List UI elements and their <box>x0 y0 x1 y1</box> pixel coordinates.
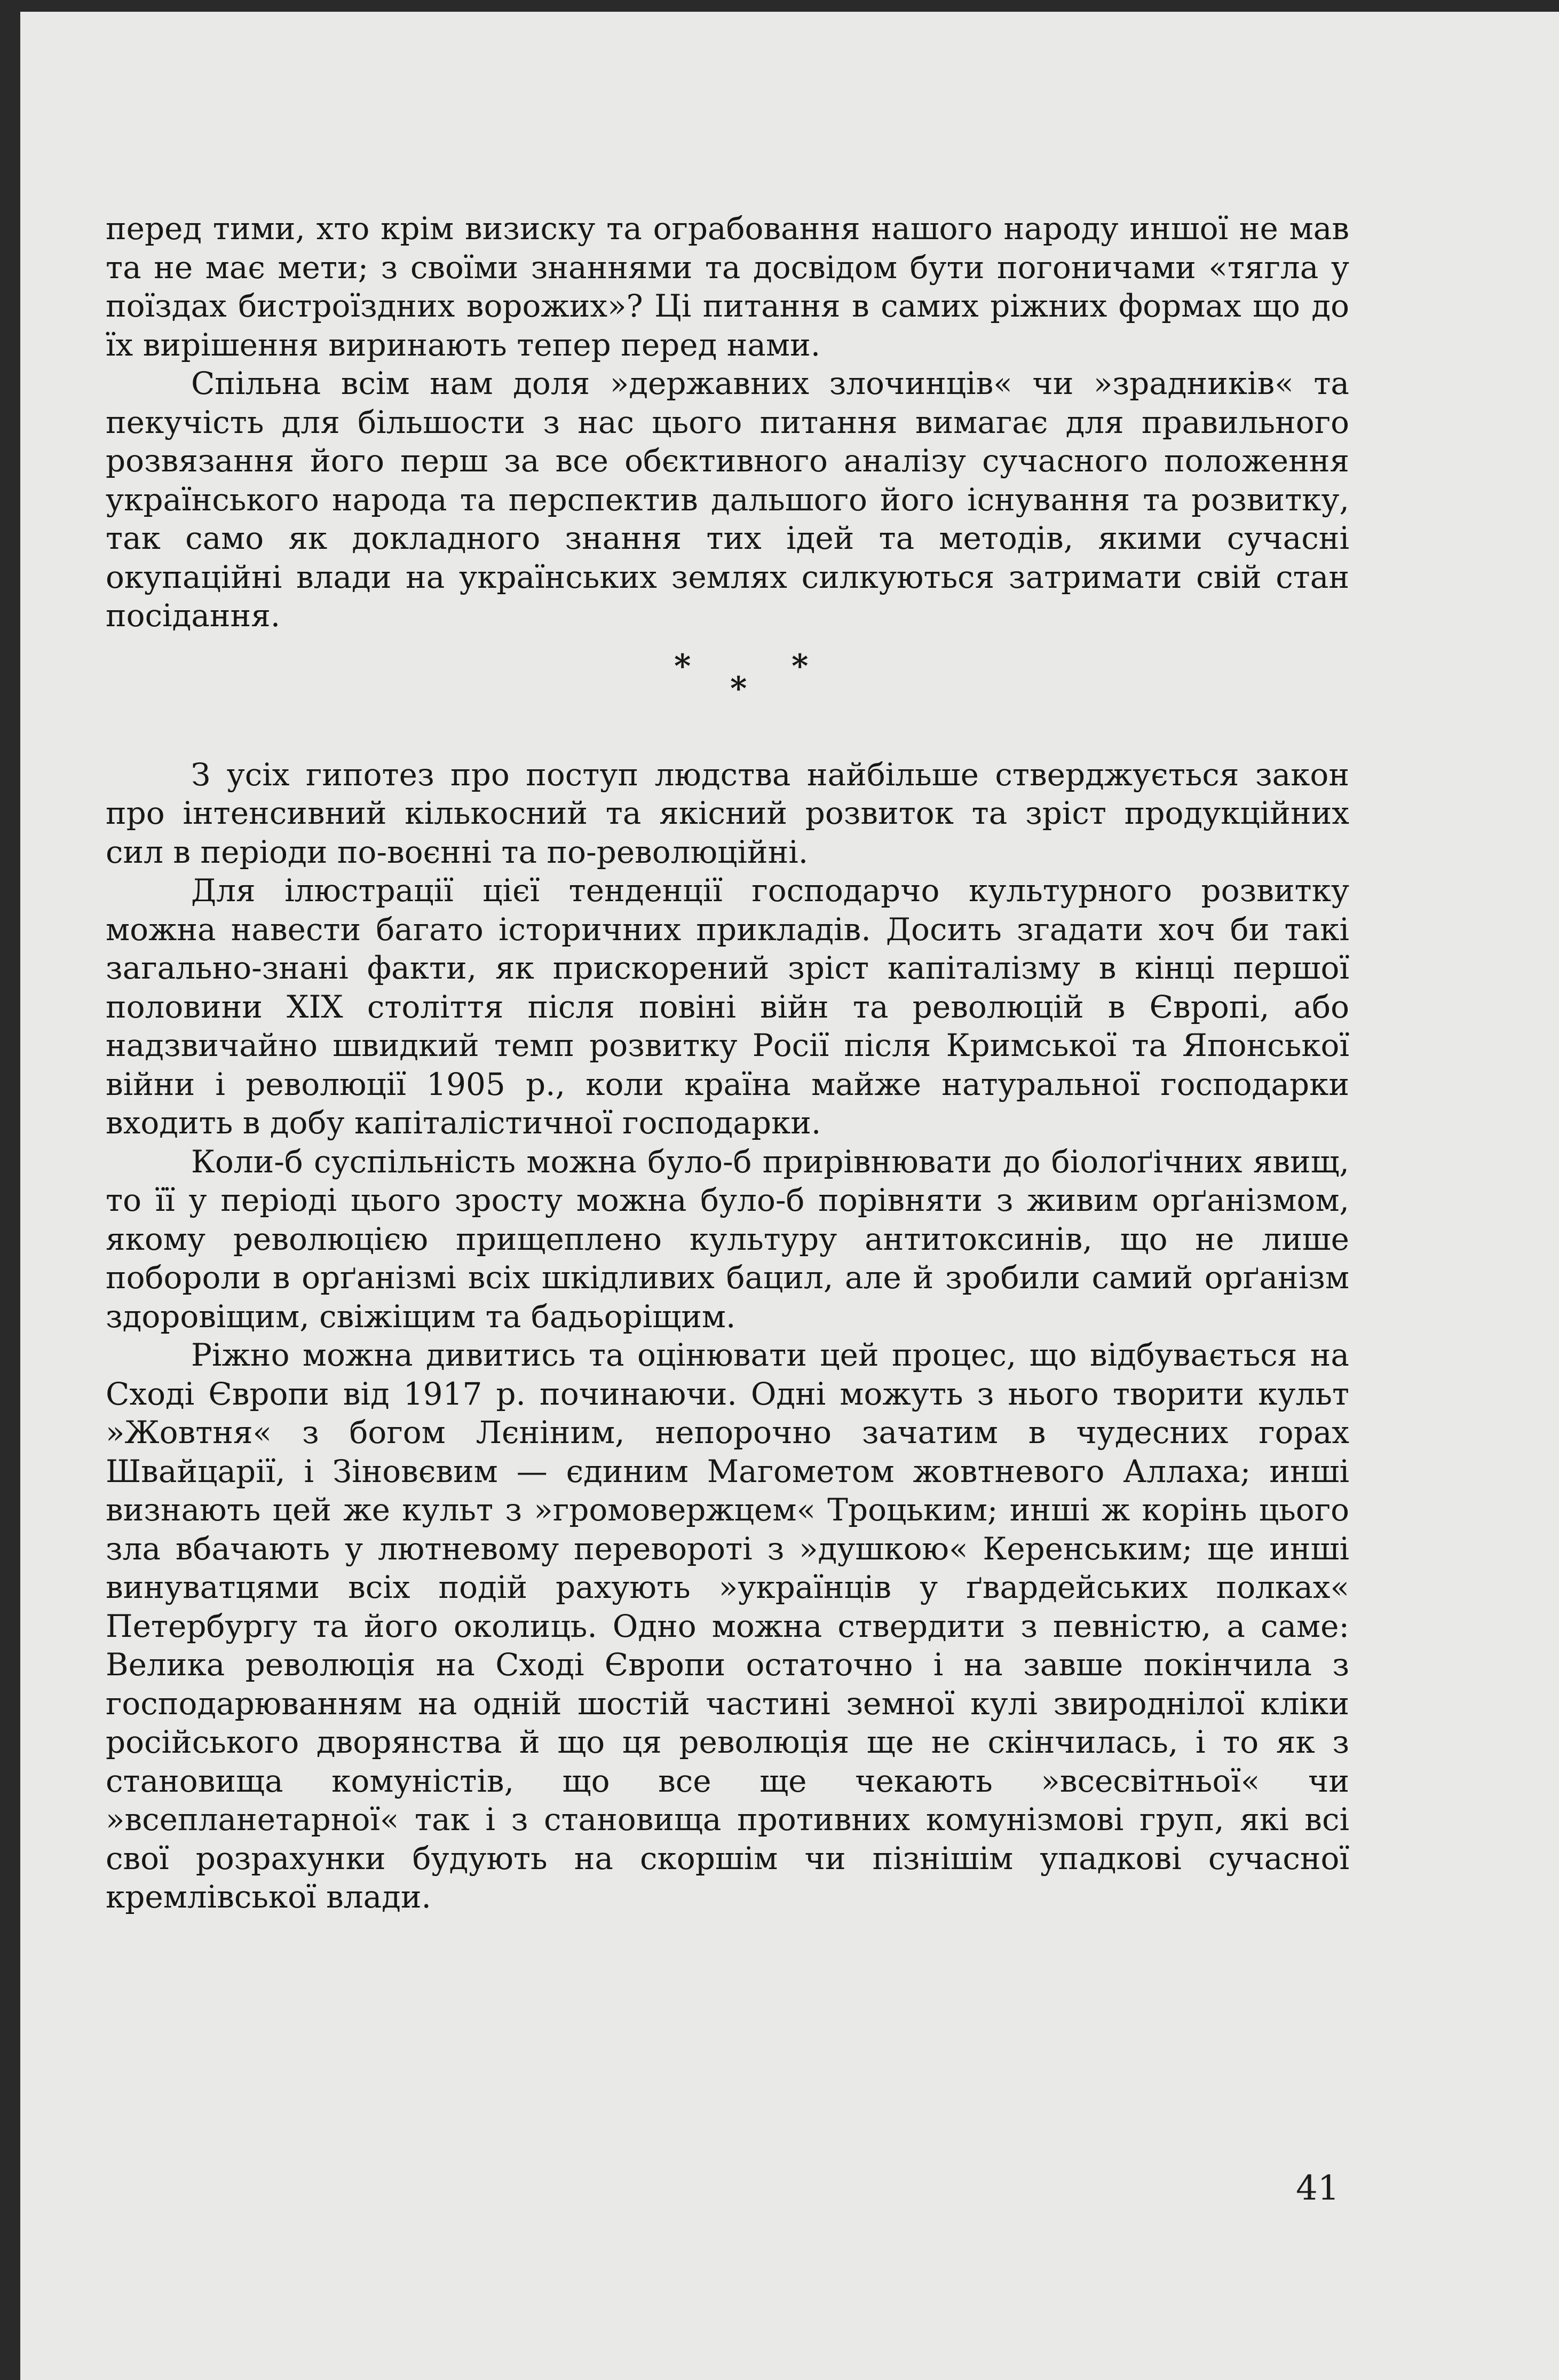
asterisk-3: * <box>792 647 809 685</box>
page-body <box>106 209 1349 1917</box>
paragraph-3: З усіх гипотез про поступ людства найбільше стверджується закон про інтенсивний кількосний та якісний розвиток та зріст продукційних сил в періоди по-воєнні та по-революційні. <box>106 756 1349 870</box>
paragraph-5: Коли-б суспільність можна було-б прирівнювати до біолоґічних явищ, то її у періоді цього зросту можна було-б порівняти з живим орґанізмом, якому революцією прищеплено культуру антитоксинів, що не лише побороли в орґанізмі всіх шкідливих бацил, але й зробили самий орґанізм здоровіщим, свіжіщим та бадьоріщим. <box>106 1143 1349 1335</box>
book-page <box>20 12 1559 2380</box>
section-separator <box>106 635 1349 755</box>
paragraph-2: Спільна всім нам доля »державних злочинців« чи »зрадників« та пекучість для більшости з нас цього питання вимагає для правильного розвязання його перш за все обєктивного аналізу сучасного положення українського народа та перспектив дальшого його існування та розвитку, так само як докладного знання тих ідей та методів, якими сучасні окупаційні влади на українських землях силкуються затримати свій стан посідання. <box>106 365 1349 634</box>
page-number: 41 <box>1296 2169 1340 2208</box>
paragraph-1: перед тими, хто крім визиску та ограбовання нашого народу иншої не мав та не має мети; з своїми знаннями та досвідом бути погоничами «тягла у поїздах бистроїздних ворожих»? Ці питання в самих ріжних формах що до їх вирішення виринають тепер перед нами. <box>106 210 1349 363</box>
asterisk-1: * <box>674 647 691 685</box>
asterisk-2: * <box>730 669 747 707</box>
paragraph-4: Для ілюстрації цієї тенденції господарчо культурного розвитку можна навести багато історичних прикладів. Досить згадати хоч би такі загально-знані факти, як прискорений зріст капіталізму в кінці першої половини XIX століття після повіні війн та революцій в Європі, або надзвичайно швидкий темп розвитку Росії після Кримської та Японської війни і революції 1905 р., коли країна майже натуральної господарки входить в добу капіталістичної господарки. <box>106 872 1349 1141</box>
paragraph-6: Ріжно можна дивитись та оцінювати цей процес, що відбувається на Сході Європи від 1917 р. починаючи. Одні можуть з нього творити культ »Жовтня« з богом Лєніним, непорочно зачатим в чудесних горах Швайцарії, і Зіновєвим — єдиним Магометом жовтневого Аллаха; инші визнають цей же культ з »громовержцем« Троцьким; инші ж корінь цього зла вбачають у лютневому перевороті з »душкою« Керенським; ще инші винуватцями всіх подій рахують »українців у ґвардейських полках« Петербургу та його околиць. Одно можна ствердити з певністю, а саме: Велика революція на Сході Європи остаточно і на завше покінчила з господарюванням на одній шостій частині земної кулі звироднілої кліки російського дворянства й що ця революція ще не скінчилась, і то як з становища комуністів, що все ще чекають »всесвітньої« чи »всепланетарної« так і з становища противних комунізмові груп, які всі свої розрахунки будують на скоршім чи пізнішім упадкові сучасної кремлівської влади. <box>106 1337 1349 1915</box>
